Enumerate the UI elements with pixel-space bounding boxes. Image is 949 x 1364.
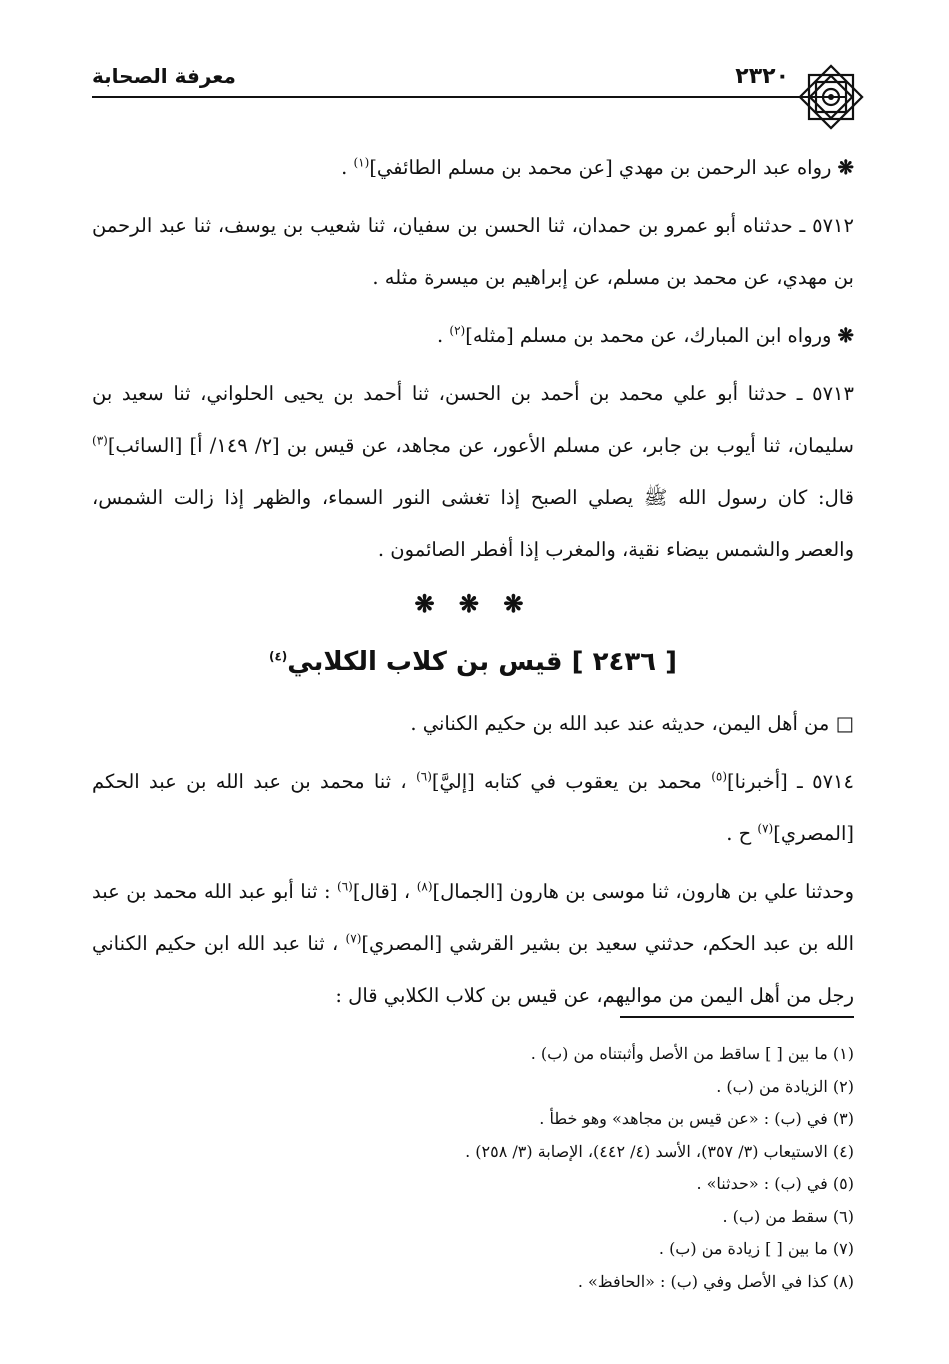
footnote-ref: (٢) (449, 323, 466, 338)
footnote-item: (٨) كذا في الأصل وفي (ب) : «الحافظ» . (577, 1271, 854, 1291)
main-text (92, 142, 854, 1022)
footnote-ref: (٦) (337, 879, 353, 894)
paragraph-text: ح . (726, 822, 758, 845)
footnote-item: (١) ما بين [ ] ساقط من الأصل وأثبتناه من (ب) . (530, 1044, 854, 1063)
paragraph-text: محمد بن يعقوب في كتابه [إليَّ] (431, 770, 712, 793)
footnotes (200, 1038, 854, 1298)
section-heading (92, 632, 854, 692)
paragraph-text: من أهل اليمن، حديثه عند عبد الله بن حكيم الكناني . (410, 712, 830, 735)
paragraph-text: ، ثنا محمد بن عبد الله بن عبد الحكم [المصري] (92, 770, 854, 845)
square-marker-icon: □ (835, 712, 854, 735)
book-title: معرفة الصحابة (92, 64, 236, 88)
paragraph-text: ٥٧١٤ ـ [أخبرنا] (727, 770, 855, 793)
paragraph-tail: . (341, 156, 354, 179)
paragraph-text: : ثنا أبو عبد الله محمد بن عبد الله بن عبد الحكم، حدثني سعيد بن بشير القرشي [المصري] (92, 880, 854, 955)
hadith-5714-second-chain (92, 866, 854, 1022)
paragraph-tail: . (436, 324, 450, 347)
paragraph-text: ٥٧١٢ ـ حدثناه أبو عمرو بن حمدان، ثنا الحسن بن سفيان، ثنا شعيب بن يوسف، ثنا عبد الرحمن بن مهدي، عن محمد بن مسلم، عن إبراهيم بن ميسرة مثله . (92, 214, 854, 289)
footnote-ref: (٤) (268, 649, 288, 664)
star-ornament-icon (796, 62, 866, 132)
paragraph-text: قال: كان رسول الله ﷺ يصلي الصبح إذا تغشى النور السماء، والظهر إذا زالت الشمس، والعصر والشمس بيضاء نقية، والمغرب إذا أفطر الصائمون . (92, 486, 854, 561)
paragraph-narration-2 (92, 310, 854, 362)
asterisk-marker-icon: ❋ (837, 324, 854, 347)
footnote-ref: (٣) (92, 433, 108, 448)
asterisk-marker-icon: ❋ (837, 156, 854, 179)
hadith-5713 (92, 368, 854, 576)
paragraph-text: رواه عبد الرحمن بن مهدي [عن محمد بن مسلم الطائفي] (369, 156, 832, 179)
footnote-ref: (٥) (711, 769, 728, 784)
footnote-ref: (٧) (345, 931, 362, 946)
hadith-5712 (92, 200, 854, 304)
paragraph-text: ، ثنا عبد الله ابن حكيم الكناني رجل من أهل اليمن من مواليهم، عن قيس بن كلاب الكلابي قال : (92, 932, 854, 1007)
paragraph-text: ٥٧١٣ ـ حدثنا أبو علي محمد بن أحمد بن الحسن، ثنا أحمد بن يحيى الحلواني، ثنا سعيد بن سليمان، ثنا أيوب بن جابر، عن مسلم الأعور، عن مجاهد، عن قيس بن [٢/ ١٤٩/ أ] [السائب] (92, 382, 854, 457)
footnote-ref: (١) (353, 155, 370, 170)
footnote-item: (٦) سقط من (ب) . (722, 1206, 854, 1226)
biography-note (92, 698, 854, 750)
page-header (92, 62, 847, 98)
footnote-item: (٥) في (ب) : «حدثنا» . (696, 1174, 854, 1193)
footnote-item: (٣) في (ب) : «عن قيس بن مجاهد» وهو خطأ . (539, 1109, 854, 1128)
heading-text: [ ٢٤٣٦ ] قيس بن كلاب الكلابي (287, 647, 677, 677)
paragraph-text: وحدثنا علي بن هارون، ثنا موسى بن هارون [الجمال] (432, 880, 854, 903)
hadith-5714 (92, 756, 854, 860)
footnote-ref: (٦) (416, 769, 432, 784)
footnote-item: (٧) ما بين [ ] زيادة من (ب) . (658, 1239, 854, 1258)
footnote-item: (٢) الزيادة من (ب) . (716, 1076, 854, 1096)
footnote-ref: (٧) (757, 821, 774, 836)
paragraph-narration-1 (92, 142, 854, 194)
footnote-item: (٤) الاستيعاب (٣/ ٣٥٧)، الأسد (٤/ ٤٤٢)، الإصابة (٣/ ٢٥٨) . (465, 1141, 854, 1161)
section-separator: ❋ ❋ ❋ (414, 589, 532, 618)
page-number: ٢٣٢٠ (735, 64, 789, 89)
footnote-ref: (٨) (416, 879, 433, 894)
paragraph-text: ، [قال] (352, 880, 417, 903)
paragraph-text: ورواه ابن المبارك، عن محمد بن مسلم [مثله] (465, 324, 832, 347)
footnote-divider (620, 1016, 854, 1018)
